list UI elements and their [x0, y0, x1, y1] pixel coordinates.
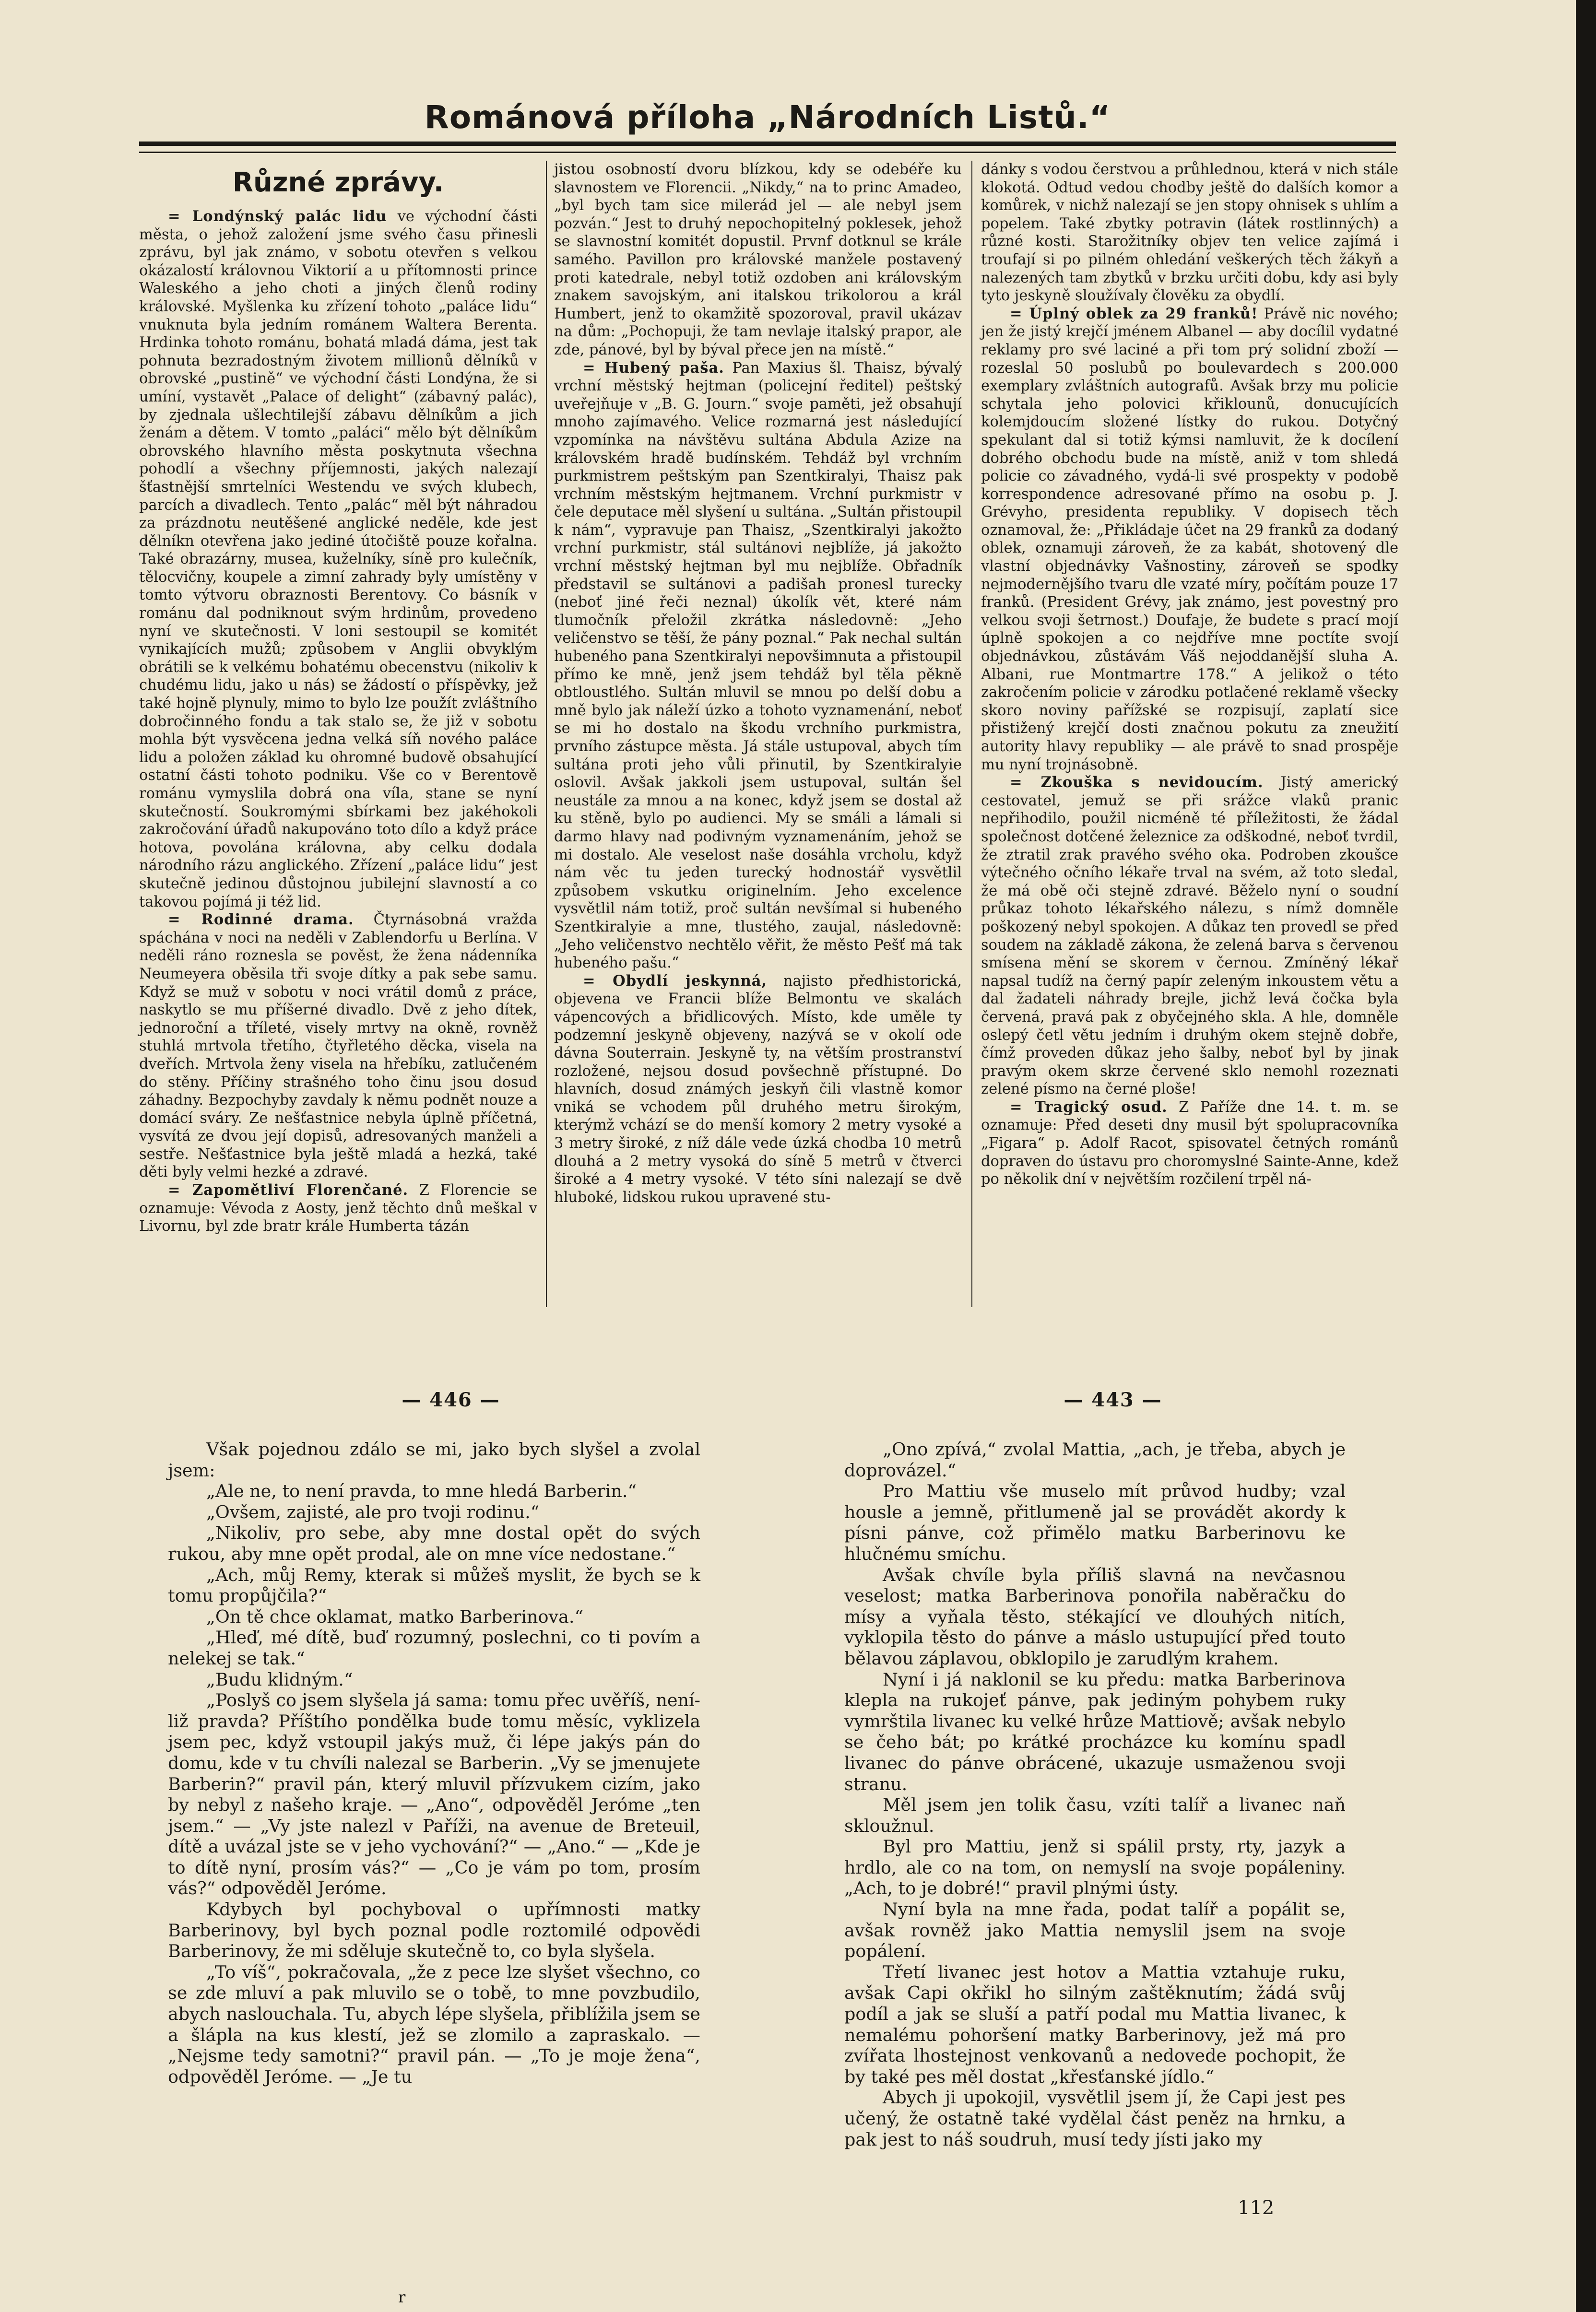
header-rule	[139, 142, 1396, 153]
footer-mark: r	[398, 2288, 406, 2306]
novel-paragraph: „Ovšem, zajisté, ale pro tvoji rodinu.“	[206, 1501, 540, 1522]
article-title: = Zapomětliví Florenčané.	[168, 1181, 409, 1199]
article-title: = Hubený paša.	[583, 359, 724, 377]
novel-paragraph: „To víš“, pokračovala, „že z pece lze slyšet všechno, co se zde mluví a pak mluvilo se o tobě, to mne povzbudilo, abych naslouchala. Tu, abych lépe slyšela, přiblížila jsem se a šlápla na kus klestí, jež se zlomilo a zapraskalo. — „Nejsme tedy samotni?“ pravil pán. — „To je moje žena“, odpověděl Jeróme. — „Je tu	[168, 1961, 700, 2087]
footer-page-number: 112	[1238, 2197, 1275, 2219]
article-title: = Úplný oblek za 29 franků!	[1010, 305, 1258, 322]
article-body: Z Florencie se oznamuje: Vévoda z Aosty, jenž těchto dnů meškal v Livornu, byl zde bratr krále Humberta tázán	[139, 1182, 537, 1235]
novel-paragraph: „Ach, můj Remy, kterak si můžeš myslit, že bych se k tomu propůjčila?“	[168, 1564, 700, 1606]
page-number-right: — 443 —	[1064, 1389, 1162, 1411]
novel-column-left	[168, 1439, 700, 2087]
article-cave-dwellings	[554, 972, 962, 1207]
novel-paragraph: „On tě chce oklamat, matko Barberinova.“	[206, 1606, 584, 1627]
novel-paragraph: Pro Mattiu vše muselo mít průvod hudby; vzal housle a jemně, přitlumeně jal se provádět akordy k písni pánve, což přimělo matku Barberinovu ke hlučnému smíchu.	[844, 1481, 1346, 1564]
novel-paragraph: Kdybych byl pochyboval o upřímnosti matky Barberinovy, byl bych poznal podle roztomilé odpovědi Barberinovy, že mi sděluje skutečně to, co byla slyšela.	[168, 1899, 700, 1962]
novel-paragraph: Však pojednou zdálo se mi, jako bych slyšel a zvolal jsem:	[168, 1439, 700, 1481]
article-body: Čtyrnásobná vražda spáchána v noci na neděli v Zablendorfu u Berlína. V neděli ráno roznesla se pověst, že žena nádenníka Neumeyera oběsila tři svoje dítky a pak sebe samu. Když se muž v sobotu v noci vrátil domů z práce, naskytlo se mu příšerné divadlo. Dvě z jeho dítek, jednoroční a tříleté, visely mrtvy na okně, rovněž stuhlá mrtvola třetího, čtyřletého děcka, visela na dveřích. Mrtvola ženy visela na hřebíku, zatlučeném do stěny. Příčiny strašného toho činu jsou dosud záhadny. Bezpochyby zavdaly k němu podnět nouze a domácí sváry. Ze nešťastnice nebyla úplně příčetná, vysvítá ze dvou její dopisů, adresovaných manželi a sestře. Nešťastnice byla ještě mladá a hezká, také děti byly velmi hezké a zdravé.	[139, 911, 537, 1181]
page-header-title: Románová příloha „Národních Listů.“	[424, 99, 1111, 136]
column-divider	[971, 161, 972, 1307]
novel-paragraph: „Budu klidným.“	[206, 1669, 353, 1690]
novel-paragraph: „Ono zpívá,“ zvolal Mattia, „ach, je třeba, abych je doprovázel.“	[844, 1439, 1346, 1481]
article-continued: dánky s vodou čerstvou a průhlednou, která v nich stále klokotá. Odtud vedou chodby ještě do dalších komor a komůrek, v nichž nalezají se jen stopy ohnisek s uhlím a popelem. Také zbytky potravin (látek rostlinných) a různé kosti. Starožitníky objev ten velice zajímá i troufají si po pilném ohledání veškerých těch žákyň a nalezených tam zbytků v brzku určiti dobu, kdy asi byly tyto jeskyně sloužívaly člověku za obydlí.	[981, 161, 1398, 305]
article-continued: jistou osobností dvoru blízkou, kdy se odebéře ku slavnostem ve Florencii. „Nikdy,“ na to princ Amadeo, „byl bych tam sice milerád jel — ale nebyl jsem pozván.“ Jest to druhý nepochopitelný poklesek, jehož se slavnostní komitét dopustil. Prvnf dotknul se krále samého. Pavillon pro královské manžele postavený proti katedrale, nebyl totiž ozdoben ani královským znakem savojským, ani italskou trikolorou a král Humbert, jenž to okamžitě spozoroval, pravil ukázav na dům: „Pochopuji, že tam nevlaje italský prapor, ale zde, pánové, byl by býval přece jen na místě.“	[554, 161, 962, 358]
article-family-drama	[139, 911, 537, 1181]
page-number-left: — 446 —	[402, 1389, 500, 1411]
novel-paragraph: „Nikoliv, pro sebe, aby mne dostal opět do svých rukou, aby mne opět prodal, ale on mne více nedostane.“	[168, 1522, 700, 1564]
article-title: = Zkouška s nevidoucím.	[1010, 774, 1264, 791]
article-tragic-fate	[981, 1098, 1398, 1189]
scan-edge-shadow	[1576, 0, 1596, 2312]
article-blind-test	[981, 774, 1398, 1098]
novel-column-right	[844, 1439, 1346, 2150]
novel-paragraph: Avšak chvíle byla příliš slavná na nevčasnou veselost; matka Barberinova ponořila naběračku do mísy a vyňala těsto, stékající ve dlouhých nitích, vyklopila těsto do pánve a máslo ustupující před touto bělavou záplavou, obklopilo je zarudlým krahem.	[844, 1564, 1346, 1669]
novel-paragraph: Byl pro Mattiu, jenž si spálil prsty, rty, jazyk a hrdlo, ale co na tom, on nemyslí na svoje popáleniny. „Ach, to je dobré!“ pravil plnými ústy.	[844, 1836, 1346, 1899]
section-title: Různé zprávy.	[232, 167, 444, 198]
article-body: Jistý americký cestovatel, jemuž se při srážce vlaků pranic nepřihodilo, použil nicméně té příležitosti, že žádal společnost dotčené železnice za odškodné, neboť tvrdil, že ztratil zrak pravého svého oka. Podroben zkoušce výtečného očního lékaře trval na svém, až toto sledal, že má obě oči stejně zdravé. Běželo nyní o soudní průkaz tohoto lékařského nálezu, s nímž domněle poškozený nebyl spokojen. A důkaz ten provedl se před soudem na základě zákona, že zelená barva s červenou smísena mění se skorem v černou. Zmíněný lékař napsal tudíž na černý papír zeleným inkoustem větu a dal žadateli náhrady brejle, jichž levá čočka byla červená, pravá pak z obyčejného skla. A hle, domněle oslepý četl větu jedním i druhým okem stejně dobře, čímž proveden důkaz jeho šalby, neboť byl by jinak pravým okem skrze červené sklo nemohl rozeznati zelené písmo na černé ploše!	[981, 774, 1398, 1098]
novel-paragraph: Třetí livanec jest hotov a Mattia vztahuje ruku, avšak Capi okřikl ho silným zaštěknutím; žádá svůj podíl a jak se sluší a patří podal mu Mattia livanec, k nemalému pohoršení matky Barberinovy, jež má pro zvířata lhostejnost venkovanů a nedovede pochopit, že by také pes měl dostat „křesťanské jídlo.“	[844, 1961, 1346, 2087]
novel-paragraph: „Poslyš co jsem slyšela já sama: tomu přec uvěříš, není-liž pravda? Příštího pondělka bude tomu měsíc, vyklizela jsem pec, když vstoupil jakýs muž, či lépe jakýs pán do domu, kde v tu chvíli nalezal se Barberin. „Vy se jmenujete Barberin?“ pravil pán, který mluvil přízvukem cizím, jako by nebyl z našeho kraje. — „Ano“, odpověděl Jeróme „ten jsem.“ — „Vy jste nalezl v Paříži, na avenue de Breteuil, dítě a uvázal jste se v jeho vychování?“ — „Ano.“ — „Kde je to dítě nyní, prosím vás?“ — „Co je vám po tom, prosím vás?“ odpověděl Jeróme.	[168, 1690, 700, 1899]
article-palace-of-people	[139, 208, 537, 911]
article-title: = Tragický osud.	[1010, 1098, 1168, 1116]
article-suit-29-francs	[981, 305, 1398, 774]
novel-paragraph: Měl jsem jen tolik času, vzíti talíř a livanec naň skloužnul.	[844, 1794, 1346, 1836]
novel-paragraph: Nyní byla na mne řada, podat talíř a popálit se, avšak rovněž jako Mattia nemyslil jsem na svoje popálení.	[844, 1899, 1346, 1962]
column-divider	[546, 161, 547, 1307]
novel-paragraph: Nyní i já naklonil se ku předu: matka Barberinova klepla na rukojeť pánve, pak jediným pohybem ruky vymrštila livanec ku velké hrůze Mattiově; avšak nebylo se čeho bát; po krátké procházce ku komínu spadl livanec do pánve obrácené, ukazuje usmaženou svoji stranu.	[844, 1669, 1346, 1794]
article-body: ve východní části města, o jehož založení jsme svého času přinesli zprávu, byl jak známo, v sobotu otevřen s velkou okázalostí královnou Viktorií a u přítomnosti prince Waleského a jeho choti a jiných členů rodiny královské. Myšlenka ku zřízení tohoto „paláce lidu“ vnuknuta byla jedním románem Waltera Berenta. Hrdinka tohoto románu, bohatá mladá dáma, jest tak pohnuta bezradostným životem millionů dělníků v obrovské „pustině“ ve východní části Londýna, že si umíní, vystavět „Palace of delight“ (zábavný palác), by zjednala ušlechtilejší zábavu dělníkům a jich ženám a dětem. V tomto „paláci“ mělo být dělníkům obrovského hlavního města poskytnuta všechna pohodlí a všechny příjemnosti, jakých nalezají šťastnější smrtelníci Westendu ve svých klubech, parcích a divadlech. Tento „palác“ měl být náhradou za prázdnotu neutěšené anglické neděle, kde jest dělníkn otevřena jako jediné útočiště pouze kořalna. Také obrazárny, musea, kuželníky, síně pro kulečník, tělocvičny, koupele a zimní zahrady byly umístěny v tomto výtvoru obraznosti Berentovy. Co básník v románu dal podniknout svým hrdinům, provedeno nyní ve skutečnosti. V loni sestoupil se komitét vynikajících mužů; způsobem v Anglii obvyklým obrátili se k velkému bohatému obecenstvu (nikoliv k chudému lidu, jako u nás) se žádostí o příspěvky, jež také hojně plynuly, mimo to bylo lze použít zvláštního dobročinného fondu a tak stalo se, že již v sobotu mohla být vysvěcena jedna velká síň nového paláce lidu a položen základ ku ohromné budově obsahující ostatní části tohoto podniku. Vše co v Berentově románu vymyslila dobrá ona víla, stane se nyní skutečností. Soukromými sbírkami bez jakéhokoli zakročování úřadů nakupováno toto dílo a když práce hotova, povolána královna, aby celku dodala národního rázu anglického. Zřízení „paláce lidu“ jest skutečně jedinou důstojnou jubilejní slavností a co takovou pojímá ji též lid.	[139, 208, 537, 910]
article-florentines	[139, 1181, 537, 1236]
article-title: = Rodinné drama.	[168, 911, 354, 929]
novel-paragraph: „Hleď, mé dítě, buď rozumný, poslechni, co ti povím a nelekej se tak.“	[168, 1627, 700, 1669]
column-3	[981, 161, 1398, 1189]
novel-paragraph: „Ale ne, to není pravda, to mne hledá Barberin.“	[206, 1481, 637, 1502]
novel-paragraph: Abych ji upokojil, vysvětlil jsem jí, že Capi jest pes učený, že ostatně také vydělal část peněz na hrnku, a pak jest to náš soudruh, musí tedy jísti jako my	[844, 2087, 1346, 2150]
column-2	[554, 161, 962, 1206]
article-title: = Obydlí jeskynná,	[583, 972, 768, 990]
article-title: = Londýnský palác lidu	[168, 208, 387, 225]
article-body: najisto předhistorická, objevena ve Francii blíže Belmontu ve skalách vápencových a břidlicových. Místo, kde uměle ty podzemní jeskyně objeveny, nazývá se v okolí ode dávna Souterrain. Jeskyně ty, na větším prostranství rozložené, nejsou dosud povšechně přístupné. Do hlavních, dosud známých jeskyň čili vlastně komor vniká se vchodem půl druhého metru širokým, kterýmž vchází se do menší komory 2 metry vysoké a 3 metry široké, z níž dále vede úzká chodba 10 metrů dlouhá a 2 metry vysoká do síně 5 metrů v čtverci široké a 4 metry vysoké. V této síni nalezají se dvě hluboké, lidskou rukou upravené stu-	[554, 972, 962, 1206]
article-body: Právě nic nového; jen že jistý krejčí jménem Albanel — aby docílil vydatné reklamy pro své laciné a při tom prý solidní zboží — rozeslal 50 poslubů po boulevardech s 200.000 exemplary zvláštních autografů. Avšak brzy mu policie schytala jeho polovici křiklounů, donucujících kolemjdoucím složené lístky do rukou. Dotyčný spekulant dal si totiž kýmsi namluvit, že k docílení dobrého obchodu bude na místě, aniž v tom shledá policie co závadného, vydá-li své prospekty v podobě korrespondence adresované přímo na osobu p. J. Grévyho, presidenta republiky. V dopisech těch oznamoval, že: „Přikládaje účet na 29 franků za dodaný oblek, oznamuji zároveň, že za kabát, shotovený dle vlastní objednávky Vašnostiny, zároveň se spodky nejmodernějšího tvaru dle vzaté míry, počítám pouze 17 franků. (President Grévy, jak známo, jest povestný pro velkou svoji šetrnost.) Doufaje, že budete s prací mojí úplně spokojen a co nejdříve mne poctíte svojí objednávkou, zůstávám Váš nejoddanější sluha A. Albani, rue Montmartre 178.“ A jelikož o této zakročením policie v zárodku potlačené reklamě všecky skoro noviny pařížské se rozpisují, zaplatí sice přistižený krejčí dosti značnou pokutu za zneužití autority hlavy republiky — ale právě to snad prospěje mu nyní trojnásobně.	[981, 305, 1398, 773]
article-body: Z Paříže dne 14. t. m. se oznamuje: Před deseti dny musil být spolupracovníka „Figara“ p. Adolf Racot, spisovatel četných románů dopraven do ústavu pro choromyslné Sainte-Anne, kdež po několik dní v největším rozčilení trpěl ná-	[981, 1098, 1398, 1188]
column-1	[139, 161, 537, 1236]
article-body: Pan Maxius šl. Thaisz, bývalý vrchní městský hejtman (policejní ředitel) peštský uveřejňuje v „B. G. Journ.“ svoje paměti, jež obsahují mnoho zajímavého. Velice rozmarná jest následující vzpomínka na návštěvu sultána Abdula Azize na královském hradě budínském. Tehdáž byl vrchním purkmistrem peštským pan Szentkiralyi, Thaisz pak vrchním městským hejtmanem. Vrchní purkmistr v čele deputace měl slyšení u sultána. „Sultán přistoupil k nám“, vypravuje pan Thaisz, „Szentkiralyi jakožto vrchní purkmistr, stál sultánovi nejblíže, já jakožto vrchní městský hejtman byl mu nejblíže. Obřadník představil se sultánovi a padišah pronesl turecky (neboť jiné řeči neznal) úkolík vět, které nám tlumočník přeložil zkrátka následovně: „Jeho veličenstvo se těší, že pány poznal.“ Pak nechal sultán hubeného pana Szentkiralyi nepovšimnuta a přistoupil přímo ke mně, jenž jsem tehdáž byl těla pěkně obtloustlého. Sultán mluvil se mnou po delší dobu a mně bylo jak náleží úzko a tohoto vyznamenání, neboť se mi ho dostalo na škodu vrchního purkmistra, prvního zástupce města. Já stále ustupoval, abych tím sultána proti jeho vůli přinutil, by Szentkiralyie oslovil. Avšak jakkoli jsem ustupoval, sultán šel neustále za mnou a na konec, když jsem se dostal až ku stěně, bylo po audienci. My se smáli a lámali si darmo hlavy nad podivným vyznamenáním, jehož se mi dostalo. Ale veselost naše dosáhla vrcholu, když nám věc tu jeden turecký hodnostář vysvětlil způsobem vskutku originelním. Jeho excelence vysvětlil nám totiž, proč sultán nevšímal si hubeného Szentkiralyie a mne, tlustého, zaujal, následovně: „Jeho veličenstvo nechtělo věřit, že město Pešť má tak hubeného pašu.“	[554, 359, 962, 972]
article-thin-pasha	[554, 359, 962, 972]
